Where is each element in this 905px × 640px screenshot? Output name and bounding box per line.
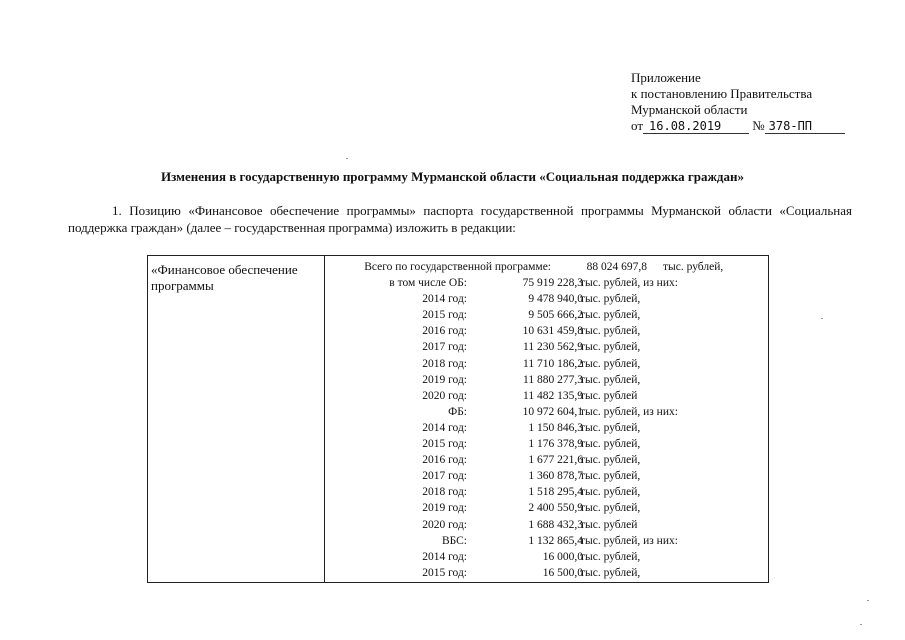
table-row	[325, 517, 769, 533]
row-value: 9 505 666,2	[528, 309, 583, 322]
row-label: 2019 год:	[422, 373, 467, 386]
row-value: 1 132 865,4	[528, 534, 583, 547]
row-label: 2015 год:	[422, 309, 467, 322]
table-row	[325, 339, 769, 355]
row-label: 2020 год:	[422, 389, 467, 402]
row-unit: тыс. рублей,	[580, 341, 641, 354]
scan-speck	[867, 600, 869, 601]
resolution-number: 378-ПП	[765, 119, 845, 134]
row-value: 1 688 432,3	[528, 518, 583, 531]
total-value: 88 024 697,8	[586, 261, 647, 273]
table-row	[325, 275, 769, 291]
row-label: в том числе ОБ:	[389, 277, 467, 290]
appendix-block	[631, 70, 845, 134]
row-label: 2014 год:	[422, 293, 467, 306]
appendix-region: Мурманской области	[631, 102, 748, 117]
table-row	[325, 388, 769, 404]
document-title: Изменения в государственную программу Мурманской области «Социальная поддержка граждан»	[160, 169, 745, 184]
document-paragraph: 1. Позицию «Финансовое обеспечение программы» паспорта государственной программы Мурманской области «Социальная поддержка граждан» (далее – государственная программа) изложить в редакции:	[68, 203, 852, 235]
row-label: 2017 год:	[422, 341, 467, 354]
from-prefix: от	[631, 118, 644, 133]
row-value: 1 150 846,3	[528, 421, 583, 434]
total-row	[325, 259, 769, 275]
row-value: 10 972 604,1	[522, 405, 583, 418]
table-row	[325, 500, 769, 516]
row-value: 11 230 562,9	[523, 341, 583, 354]
table-row	[325, 452, 769, 468]
table-row	[325, 565, 769, 581]
total-label: Всего по государственной программе:	[364, 261, 551, 273]
row-unit: тыс. рублей,	[580, 486, 641, 499]
appendix-title: Приложение	[631, 70, 701, 85]
scan-speck	[821, 318, 823, 319]
row-unit: тыс. рублей	[580, 389, 638, 402]
row-value: 10 631 459,8	[522, 325, 583, 338]
row-unit: тыс. рублей,	[580, 293, 641, 306]
scan-speck	[346, 158, 348, 159]
row-value: 1 518 295,4	[528, 486, 583, 499]
row-unit: тыс. рублей,	[580, 454, 641, 467]
row-label: 2015 год:	[422, 566, 467, 579]
row-unit: тыс. рублей	[580, 518, 638, 531]
row-value: 16 500,0	[542, 566, 583, 579]
row-label: 2017 год:	[422, 470, 467, 483]
table-row	[325, 356, 769, 372]
financing-rows	[325, 259, 769, 581]
appendix-resolution: к постановлению Правительства	[631, 86, 813, 101]
row-value: 11 710 186,2	[523, 357, 583, 370]
row-value: 1 176 378,9	[528, 438, 583, 451]
detail-rows	[325, 275, 769, 581]
scan-speck	[860, 624, 862, 625]
row-label: 2015 год:	[422, 438, 467, 451]
financing-label-line1: «Финансовое обеспечение	[151, 262, 298, 277]
row-value: 9 478 940,0	[528, 293, 583, 306]
row-unit: тыс. рублей,	[580, 373, 641, 386]
row-unit: тыс. рублей,	[580, 438, 641, 451]
table-row	[325, 372, 769, 388]
row-label: 2018 год:	[422, 357, 467, 370]
row-unit: тыс. рублей, из них:	[580, 277, 678, 290]
row-label: 2018 год:	[422, 486, 467, 499]
row-unit: тыс. рублей, из них:	[580, 405, 678, 418]
row-unit: тыс. рублей,	[580, 502, 641, 515]
row-value: 1 677 221,6	[528, 454, 583, 467]
total-unit: тыс. рублей,	[663, 261, 724, 273]
row-label: 2016 год:	[422, 325, 467, 338]
financing-label-cell	[151, 262, 298, 294]
table-row	[325, 533, 769, 549]
row-label: 2016 год:	[422, 454, 467, 467]
row-label: 2020 год:	[422, 518, 467, 531]
table-row	[325, 420, 769, 436]
row-value: 11 482 135,9	[523, 389, 583, 402]
row-value: 75 919 228,3	[522, 277, 583, 290]
resolution-date: 16.08.2019	[643, 119, 749, 134]
row-label: 2014 год:	[422, 550, 467, 563]
row-unit: тыс. рублей,	[580, 566, 641, 579]
row-label: 2014 год:	[422, 421, 467, 434]
table-row	[325, 291, 769, 307]
table-row	[325, 549, 769, 565]
row-unit: тыс. рублей,	[580, 309, 641, 322]
appendix-date-line	[631, 118, 845, 134]
row-value: 2 400 550,9	[528, 502, 583, 515]
row-value: 11 880 277,3	[523, 373, 583, 386]
row-unit: тыс. рублей,	[580, 470, 641, 483]
row-unit: тыс. рублей, из них:	[580, 534, 678, 547]
row-label: ФБ:	[448, 405, 467, 418]
financing-label-line2: программы	[151, 278, 214, 293]
row-label: ВБС:	[441, 534, 467, 547]
row-unit: тыс. рублей,	[580, 550, 641, 563]
table-row	[325, 484, 769, 500]
row-label: 2019 год:	[422, 502, 467, 515]
table-row	[325, 404, 769, 420]
row-unit: тыс. рублей,	[580, 421, 641, 434]
row-value: 1 360 878,7	[528, 470, 583, 483]
row-value: 16 000,0	[542, 550, 583, 563]
row-unit: тыс. рублей,	[580, 357, 641, 370]
table-row	[325, 307, 769, 323]
row-unit: тыс. рублей,	[580, 325, 641, 338]
table-row	[325, 468, 769, 484]
financing-table	[147, 255, 769, 583]
number-sign: №	[752, 118, 765, 133]
table-row	[325, 436, 769, 452]
table-row	[325, 323, 769, 339]
